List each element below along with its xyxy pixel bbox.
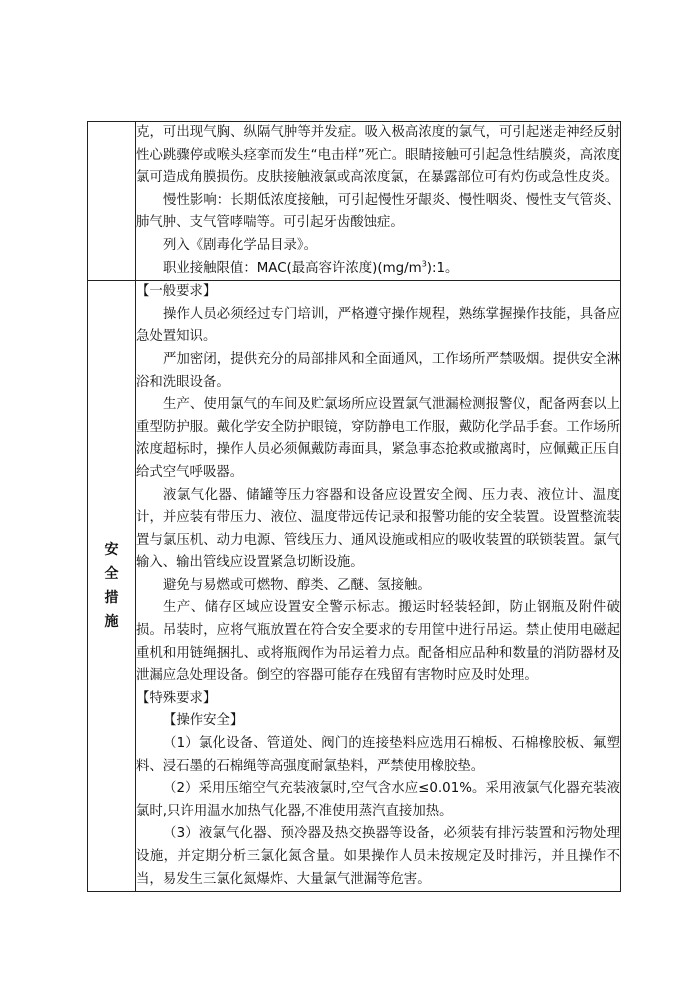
general-requirement-training: 操作人员必须经过专门培训，严格遵守操作规程，熟练掌握操作技能，具备应急处置知识。 xyxy=(136,306,620,345)
general-requirement-handling: 生产、储存区域应设置安全警示标志。搬运时轻装轻卸，防止钢瓶及附件破损。吊装时，应将气瓶放置在符合安全要求的专用筐中进行吊运。禁止使用电磁起重机和用链绳捆扎、或将瓶阀作为吊运着力点。配备相应品种和数量的消防器材及泄漏应急处理设备。倒空的容器可能存在残留有害物时应及时处理。 xyxy=(136,600,620,684)
table-row-health-effects xyxy=(88,122,621,281)
safety-measures-label: 安全措施 xyxy=(104,542,119,631)
general-requirements-heading: 【一般要求】 xyxy=(136,284,217,300)
row-label-empty xyxy=(88,122,136,281)
mac-unit-superscript: 3 xyxy=(421,259,427,269)
general-requirement-protection: 生产、使用氯气的车间及贮氯场所应设置氯气泄漏检测报警仪，配备两套以上重型防护服。戴化学安全防护眼镜，穿防静电工作服，戴防化学品手套。工作场所浓度超标时，操作人员必须佩戴防毒面具，紧急事态抢救或撤离时，应佩戴正压自给式空气呼吸器。 xyxy=(136,397,620,480)
general-requirement-incompatibles: 避免与易燃或可燃物、醇类、乙醚、氢接触。 xyxy=(163,577,431,593)
table-row-safety-measures xyxy=(88,281,621,892)
special-requirements-heading: 【特殊要求】 xyxy=(136,690,217,706)
mac-value: ):1。 xyxy=(426,260,459,276)
toxic-catalog-text: 列入《剧毒化学品目录》。 xyxy=(163,237,317,253)
chronic-effects-text: 慢性影响：长期低浓度接触，可引起慢性牙龈炎、慢性咽炎、慢性支气管炎、肺气肿、支气管哮喘等。可引起牙齿酸蚀症。 xyxy=(136,192,620,231)
health-effects-content xyxy=(136,122,621,281)
safety-measures-content xyxy=(136,281,621,892)
mac-label: 职业接触限值：MAC(最高容许浓度)(mg/m xyxy=(163,260,422,276)
operation-item-1: （1）氯化设备、管道处、阀门的连接垫料应选用石棉板、石棉橡胶板、氟塑料、浸石墨的石棉绳等高强度耐氯垫料，严禁使用橡胶垫。 xyxy=(136,736,620,774)
general-requirement-equipment: 液氯气化器、储罐等压力容器和设备应设置安全阀、压力表、液位计、温度计，并应装有带压力、液位、温度带远传记录和报警功能的安全装置。设置整流装置与氯压机、动力电源、管线压力、通风设施或相应的吸收装置的联锁装置。氯气输入、输出管线应设置紧急切断设施。 xyxy=(136,487,620,571)
operation-safety-heading: 【操作安全】 xyxy=(163,713,244,729)
general-requirement-ventilation: 严加密闭，提供充分的局部排风和全面通风，工作场所严禁吸烟。提供安全淋浴和洗眼设备。 xyxy=(136,351,620,390)
safety-data-table xyxy=(87,121,621,892)
acute-effects-text: 克，可出现气胸、纵隔气肿等并发症。吸入极高浓度的氯气，可引起迷走神经反射性心跳骤停或喉头痉挛而发生“电击样”死亡。眼睛接触可引起急性结膜炎，高浓度氯可造成角膜损伤。皮肤接触液氯或高浓度氯，在暴露部位可有灼伤或急性皮炎。 xyxy=(136,125,620,186)
safety-measures-label-cell xyxy=(88,281,136,892)
exposure-limit-text xyxy=(136,258,620,281)
operation-item-2: （2）采用压缩空气充装液氯时,空气含水应≤0.01%。采用液氯气化器充装液氯时,只许用温水加热气化器,不准使用蒸汽直接加热。 xyxy=(136,781,620,819)
operation-item-3: （3）液氯气化器、预冷器及热交换器等设备，必须装有排污装置和污物处理设施，并定期分析三氯化氮含量。如果操作人员未按规定及时排污，并且操作不当，易发生三氯化氮爆炸、大量氯气泄漏等危害。 xyxy=(136,826,620,887)
